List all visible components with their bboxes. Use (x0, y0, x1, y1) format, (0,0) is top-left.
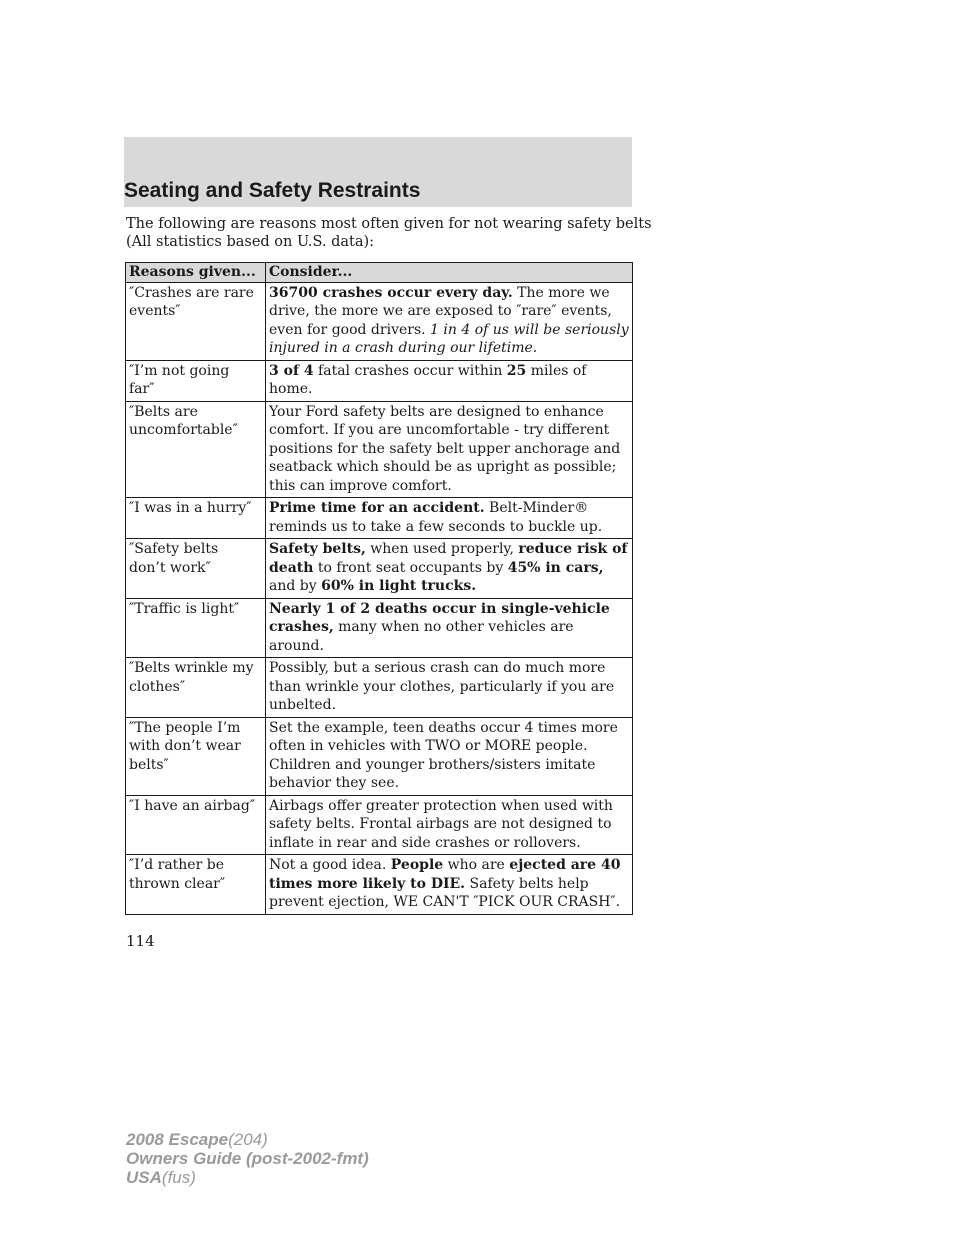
consider-cell (266, 498, 633, 539)
consider-cell (266, 795, 633, 855)
consider-text: Safety belts help prevent ejection, WE CAN'T ″PICK OUR CRASH″. (269, 875, 621, 910)
consider-text: Nearly 1 of 2 deaths occur in single-vehicle crashes, (269, 600, 610, 635)
reason-cell: ″I have an airbag″ (126, 795, 266, 855)
consider-text: 25 (506, 362, 527, 379)
consider-text: Safety belts, (269, 541, 366, 557)
section-title: Seating and Safety Restraints (124, 179, 421, 202)
consider-cell (266, 658, 633, 718)
table-body (126, 282, 633, 914)
consider-text: 3 of 4 (269, 362, 314, 379)
reason-cell: ″Belts are uncomfortable″ (126, 401, 266, 498)
table-row (126, 498, 633, 539)
reason-cell: ″Crashes are rare events″ (126, 282, 266, 360)
consider-text: People (390, 857, 444, 873)
consider-text: Belt-Minder® reminds us to take a few seconds to buckle up. (269, 500, 603, 535)
footer-line-market (126, 1168, 369, 1187)
consider-text: fatal crashes occur within (313, 362, 507, 379)
footer-market: USA (126, 1168, 162, 1187)
consider-cell (266, 360, 633, 401)
table-row (126, 658, 633, 718)
consider-text: 60% in light trucks. (321, 578, 477, 594)
table-row (126, 598, 633, 658)
consider-text: Possibly, but a serious crash can do much more than wrinkle your clothes, particularly if you are unbelted. (269, 660, 615, 713)
reason-cell: ″Belts wrinkle my clothes″ (126, 658, 266, 718)
consider-text: The more we drive, the more we are exposed to ″rare″ events, even for good drivers. (269, 284, 612, 338)
consider-text: to front seat occupants by (313, 559, 508, 576)
intro-paragraph (126, 215, 652, 251)
consider-text: reduce risk of death (269, 541, 628, 576)
consider-text: 36700 crashes occur every day. (269, 284, 513, 301)
reason-cell: ″The people I’m with don’t wear belts″ (126, 717, 266, 795)
consider-cell (266, 401, 633, 498)
consider-cell (266, 539, 633, 599)
reason-cell: ″I was in a hurry″ (126, 498, 266, 539)
table-row (126, 855, 633, 915)
consider-text: Set the example, teen deaths occur 4 times more often in vehicles with TWO or MORE people. Children and younger brothers/sisters imitate behavior they see. (269, 719, 618, 791)
consider-text: 45% in cars, (507, 559, 604, 576)
table-row (126, 401, 633, 498)
consider-text: Your Ford safety belts are designed to enhance comfort. If you are uncomfortable - try different positions for the safety belt upper anchorage and seatback which should be as upright as possible; this can improve comfort. (269, 403, 621, 494)
consider-cell (266, 717, 633, 795)
reason-cell: ″I’d rather be thrown clear″ (126, 855, 266, 915)
consider-text: Not a good idea. (269, 857, 391, 873)
consider-text: ejected are 40 times more likely to DIE. (269, 857, 621, 892)
table-row (126, 795, 633, 855)
intro-line: The following are reasons most often given for not wearing safety belts (126, 216, 652, 232)
page-number: 114 (126, 932, 155, 950)
consider-text: and by (269, 578, 322, 594)
consider-text: 1 in 4 of us will be seriously injured in a crash during our lifetime. (269, 321, 629, 356)
table-row (126, 282, 633, 360)
footer-line-model (126, 1130, 369, 1149)
consider-text: miles of home. (269, 362, 587, 397)
consider-cell (266, 598, 633, 658)
footer-market-code: (fus) (161, 1168, 196, 1187)
table-header-row (126, 263, 633, 283)
consider-cell (266, 282, 633, 360)
intro-line: (All statistics based on U.S. data): (126, 234, 375, 250)
footer-model-code: (204) (228, 1130, 268, 1149)
table-row (126, 539, 633, 599)
footer-model: 2008 Escape (126, 1130, 229, 1149)
consider-text: many when no other vehicles are around. (269, 619, 574, 654)
reason-cell: ″Traffic is light″ (126, 598, 266, 658)
table-row (126, 717, 633, 795)
consider-text: who are (443, 857, 510, 873)
reason-cell: ″Safety belts don’t work″ (126, 539, 266, 599)
consider-text: Prime time for an accident. (269, 500, 485, 516)
footer-guide: Owners Guide (post-2002-fmt) (126, 1149, 369, 1168)
table-row (126, 360, 633, 401)
consider-cell (266, 855, 633, 915)
document-footer (126, 1130, 369, 1187)
header-reasons-given: Reasons given... (126, 263, 266, 283)
reasons-table (125, 262, 633, 915)
reason-cell: ″I’m not going far″ (126, 360, 266, 401)
consider-text: when used properly, (365, 541, 519, 557)
header-consider: Consider... (266, 263, 633, 283)
consider-text: Airbags offer greater protection when used with safety belts. Frontal airbags are not designed to inflate in rear and side crashes or rollovers. (269, 797, 613, 851)
